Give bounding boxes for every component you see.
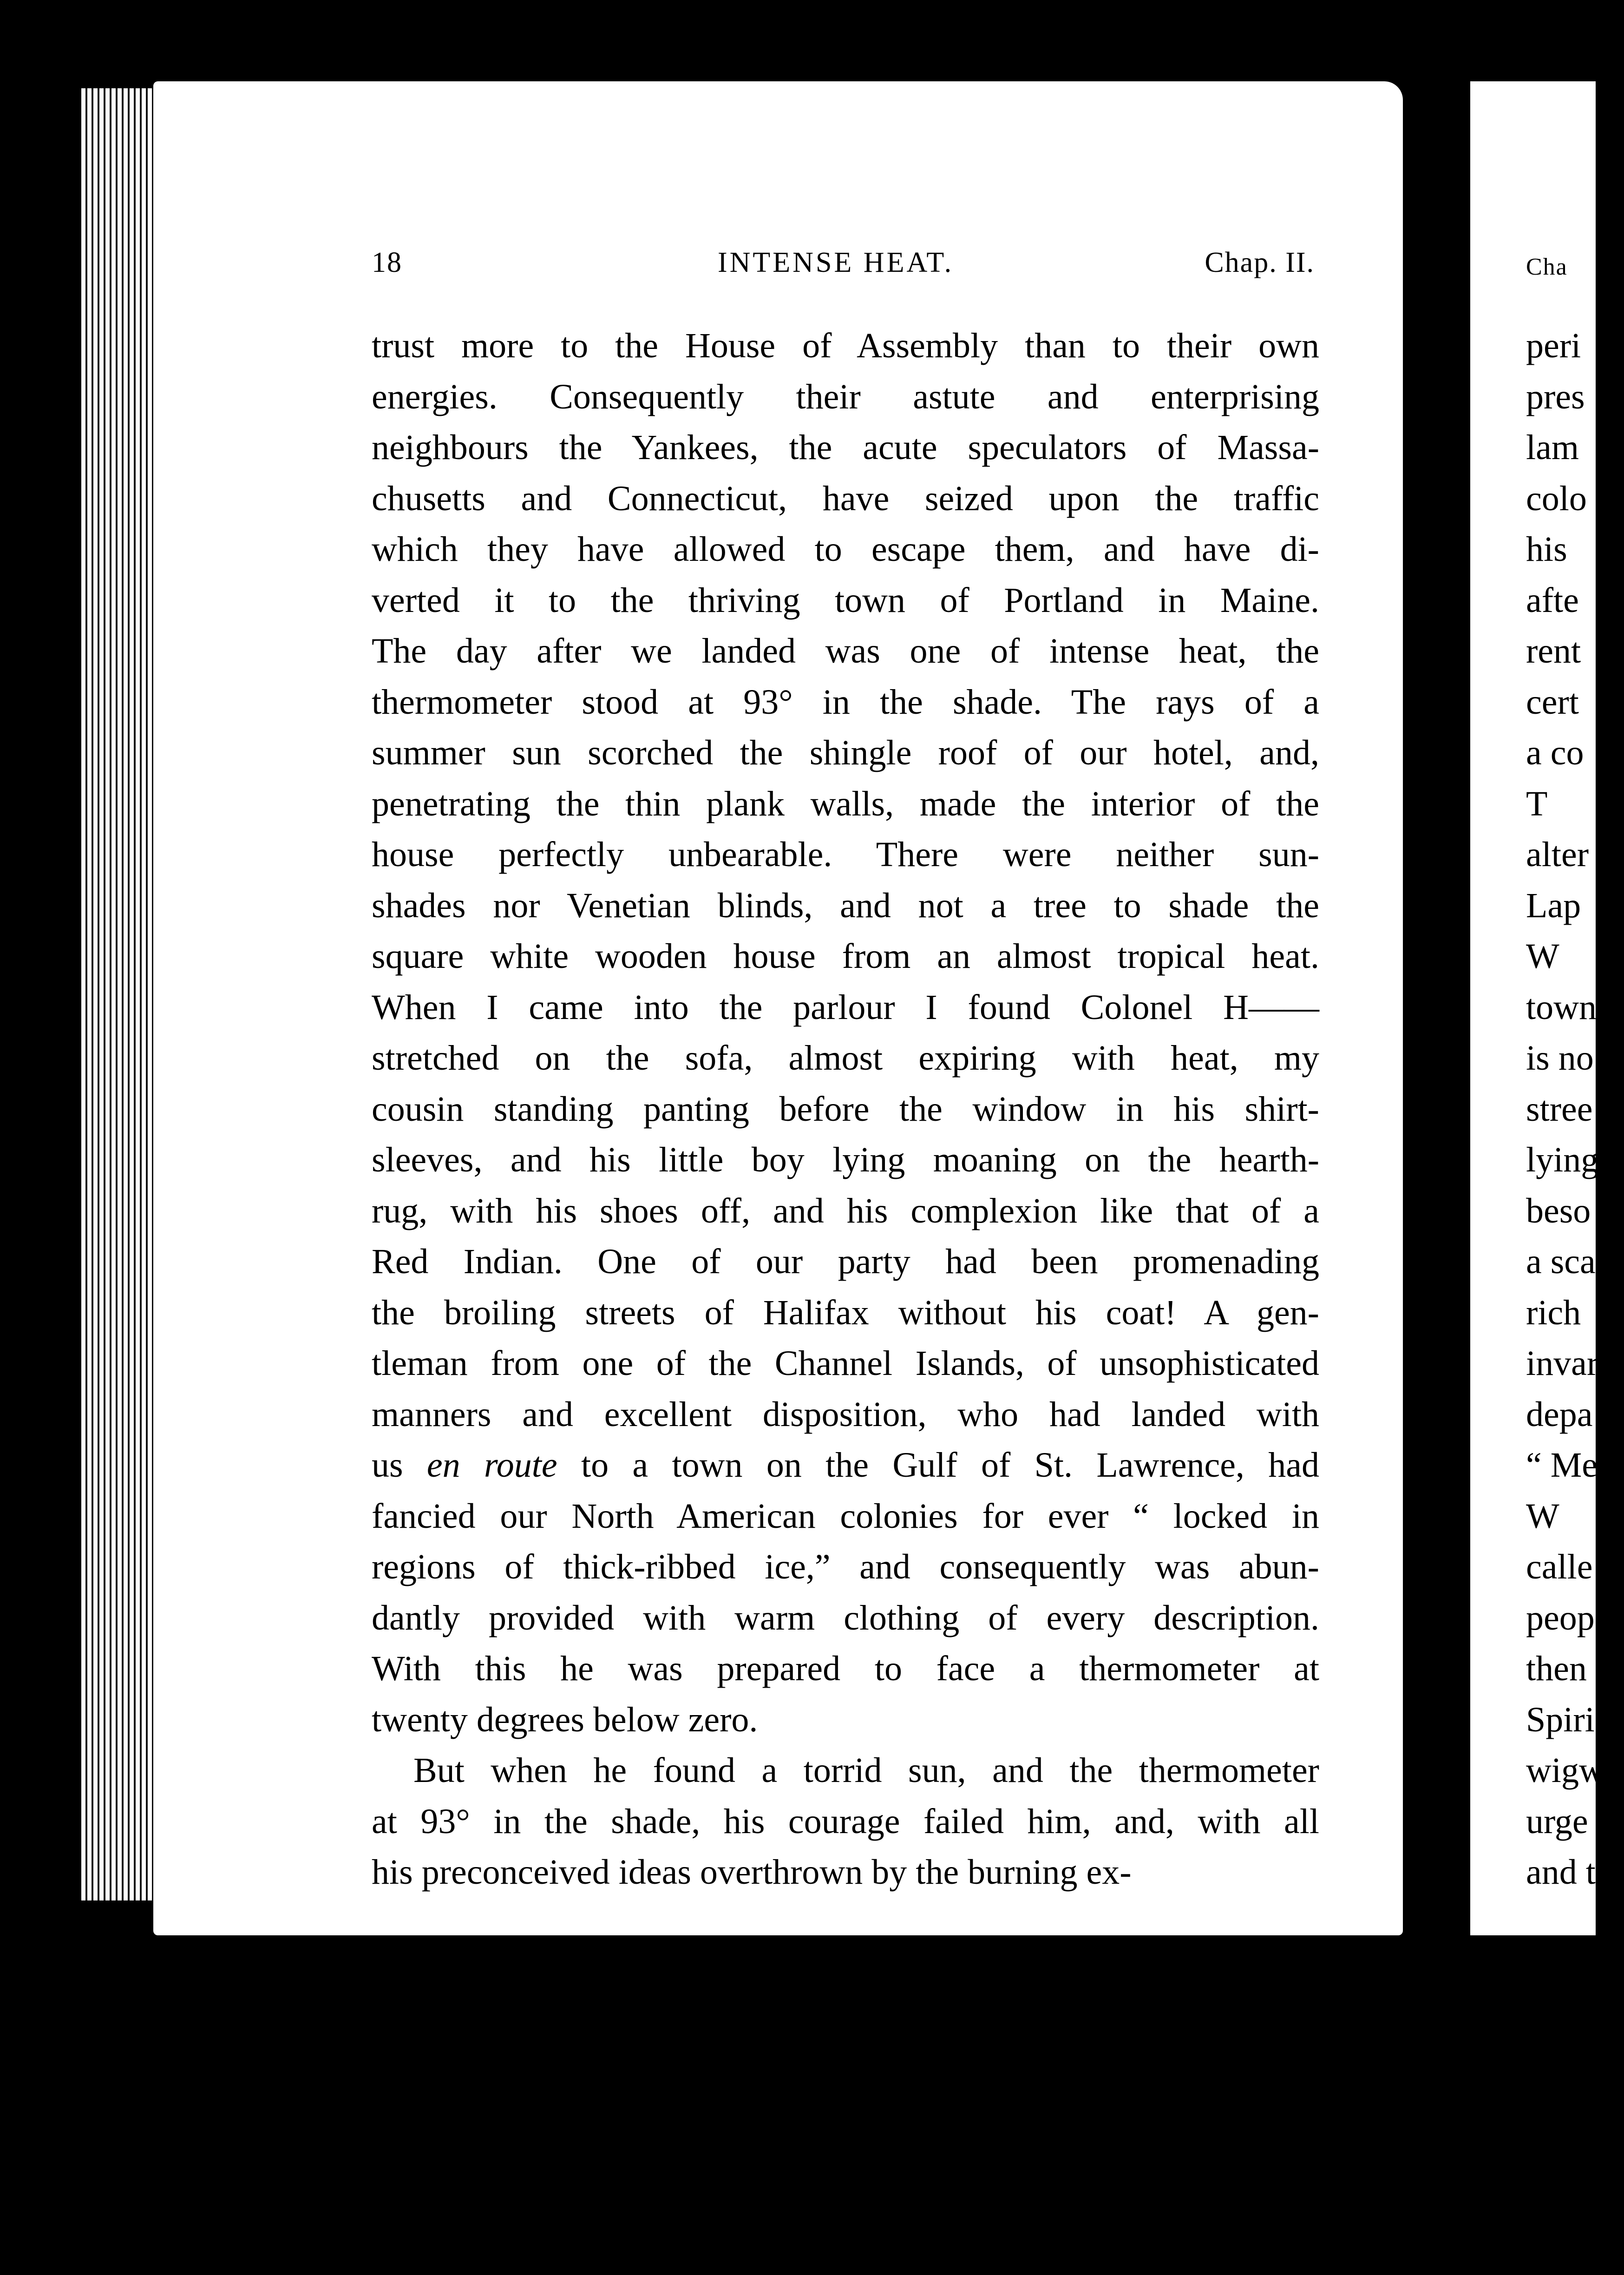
right-page-line-fragment: Lap [1526,886,1581,925]
right-page-line-fragment: peop [1526,1598,1595,1637]
text-line: cousin standing panting before the window in his shirt- [372,1089,1319,1129]
running-header [372,246,1315,288]
text-line: house perfectly unbearable. There were neither sun- [372,835,1319,874]
right-page-line-fragment: is no [1526,1039,1594,1078]
page-body-text [372,321,1319,1898]
text-line: With this he was prepared to face a thermometer at [372,1649,1319,1688]
right-page-text [1526,246,1619,1898]
right-page-line-fragment: calle [1526,1547,1593,1586]
text-line: fancied our North American colonies for ever “ locked in [372,1496,1319,1536]
text-line: energies. Consequently their astute and enterprising [372,377,1319,416]
text-line: neighbours the Yankees, the acute speculators of Massa- [372,428,1319,467]
text-line: square white wooden house from an almost tropical heat. [372,937,1319,976]
right-page-line-fragment: then [1526,1649,1587,1688]
right-page-line-fragment: cert [1526,682,1579,722]
right-page-line-fragment: T [1526,784,1548,823]
text-line: penetrating the thin plank walls, made the interior of the [372,784,1319,823]
text-line: verted it to the thriving town of Portland in Maine. [372,580,1319,620]
chapter-label-text: Chap. II. [1205,247,1315,278]
right-page-line-fragment: colo [1526,479,1587,518]
right-page-line-fragment: stree [1526,1089,1593,1129]
text-line: dantly provided with warm clothing of every description. [372,1598,1319,1637]
text-line: which they have allowed to escape them, and have di- [372,530,1319,569]
right-page-line-fragment: a co [1526,733,1584,772]
text-line: stretched on the sofa, almost expiring with heat, my [372,1039,1319,1078]
right-page-line-fragment: beso [1526,1191,1591,1230]
text-line: trust more to the House of Assembly than to their own [372,326,1319,365]
page-number: 18 [372,247,402,278]
text-line: rug, with his shoes off, and his complexion like that of a [372,1191,1319,1230]
text-line: sleeves, and his little boy lying moaning on the hearth- [372,1140,1319,1179]
text-line: shades nor Venetian blinds, and not a tree to shade the [372,886,1319,925]
right-page-line-fragment: invar [1526,1344,1599,1383]
right-page-line-fragment: W [1526,1496,1559,1536]
right-page-line-fragment: urge [1526,1802,1588,1841]
text-line: But when he found a torrid sun, and the thermometer [413,1751,1319,1790]
text-line: the broiling streets of Halifax without his coat! A gen- [372,1293,1319,1332]
running-title: INTENSE HEAT. [718,247,954,278]
text-line: tleman from one of the Channel Islands, of unsophisticated [372,1344,1319,1383]
text-line: us en route to a town on the Gulf of St. Lawrence, had [372,1446,1319,1485]
text-line: regions of thick-ribbed ice,” and consequently was abun- [372,1547,1319,1586]
text-line: twenty degrees below zero. [372,1700,758,1739]
right-page-line-fragment: afte [1526,580,1579,620]
right-page-line-fragment: his [1526,530,1567,569]
text-line: chusetts and Connecticut, have seized upon the traffic [372,479,1319,518]
text-line: at 93° in the shade, his courage failed him, and, with all [372,1802,1319,1841]
right-page-line-fragment: Spiri [1526,1700,1595,1739]
text-line: Red Indian. One of our party had been promenading [372,1242,1319,1281]
right-page-line-fragment: depa [1526,1394,1593,1434]
right-page-line-fragment: peri [1526,326,1581,365]
chapter-label [1205,246,1315,279]
right-page-line-fragment: town [1526,987,1597,1027]
right-page-line-fragment: a sca [1526,1242,1596,1281]
right-page-line-fragment: lying [1526,1140,1599,1179]
right-page-line-fragment: and t [1526,1853,1596,1892]
right-page-line-fragment: alter [1526,835,1589,874]
right-page-line-fragment: wigw [1526,1751,1604,1790]
right-page-line-fragment: W [1526,937,1559,976]
text-line: his preconceived ideas overthrown by the burning ex- [372,1853,1132,1892]
right-page-line-fragment: rent [1526,631,1581,671]
right-page-line-fragment: “ Me [1526,1446,1598,1485]
right-page-header-fragment: Cha [1526,254,1568,280]
text-line: The day after we landed was one of intense heat, the [372,631,1319,671]
book-gutter [1403,65,1470,1952]
right-page-line-fragment: pres [1526,377,1585,416]
text-line: thermometer stood at 93° in the shade. The rays of a [372,682,1319,722]
right-page-line-fragment: lam [1526,428,1579,467]
text-line: manners and excellent disposition, who had landed with [372,1394,1319,1434]
text-line: summer sun scorched the shingle roof of our hotel, and, [372,733,1319,772]
right-page-line-fragment: rich [1526,1293,1581,1332]
text-line: When I came into the parlour I found Colonel H—— [372,987,1319,1027]
